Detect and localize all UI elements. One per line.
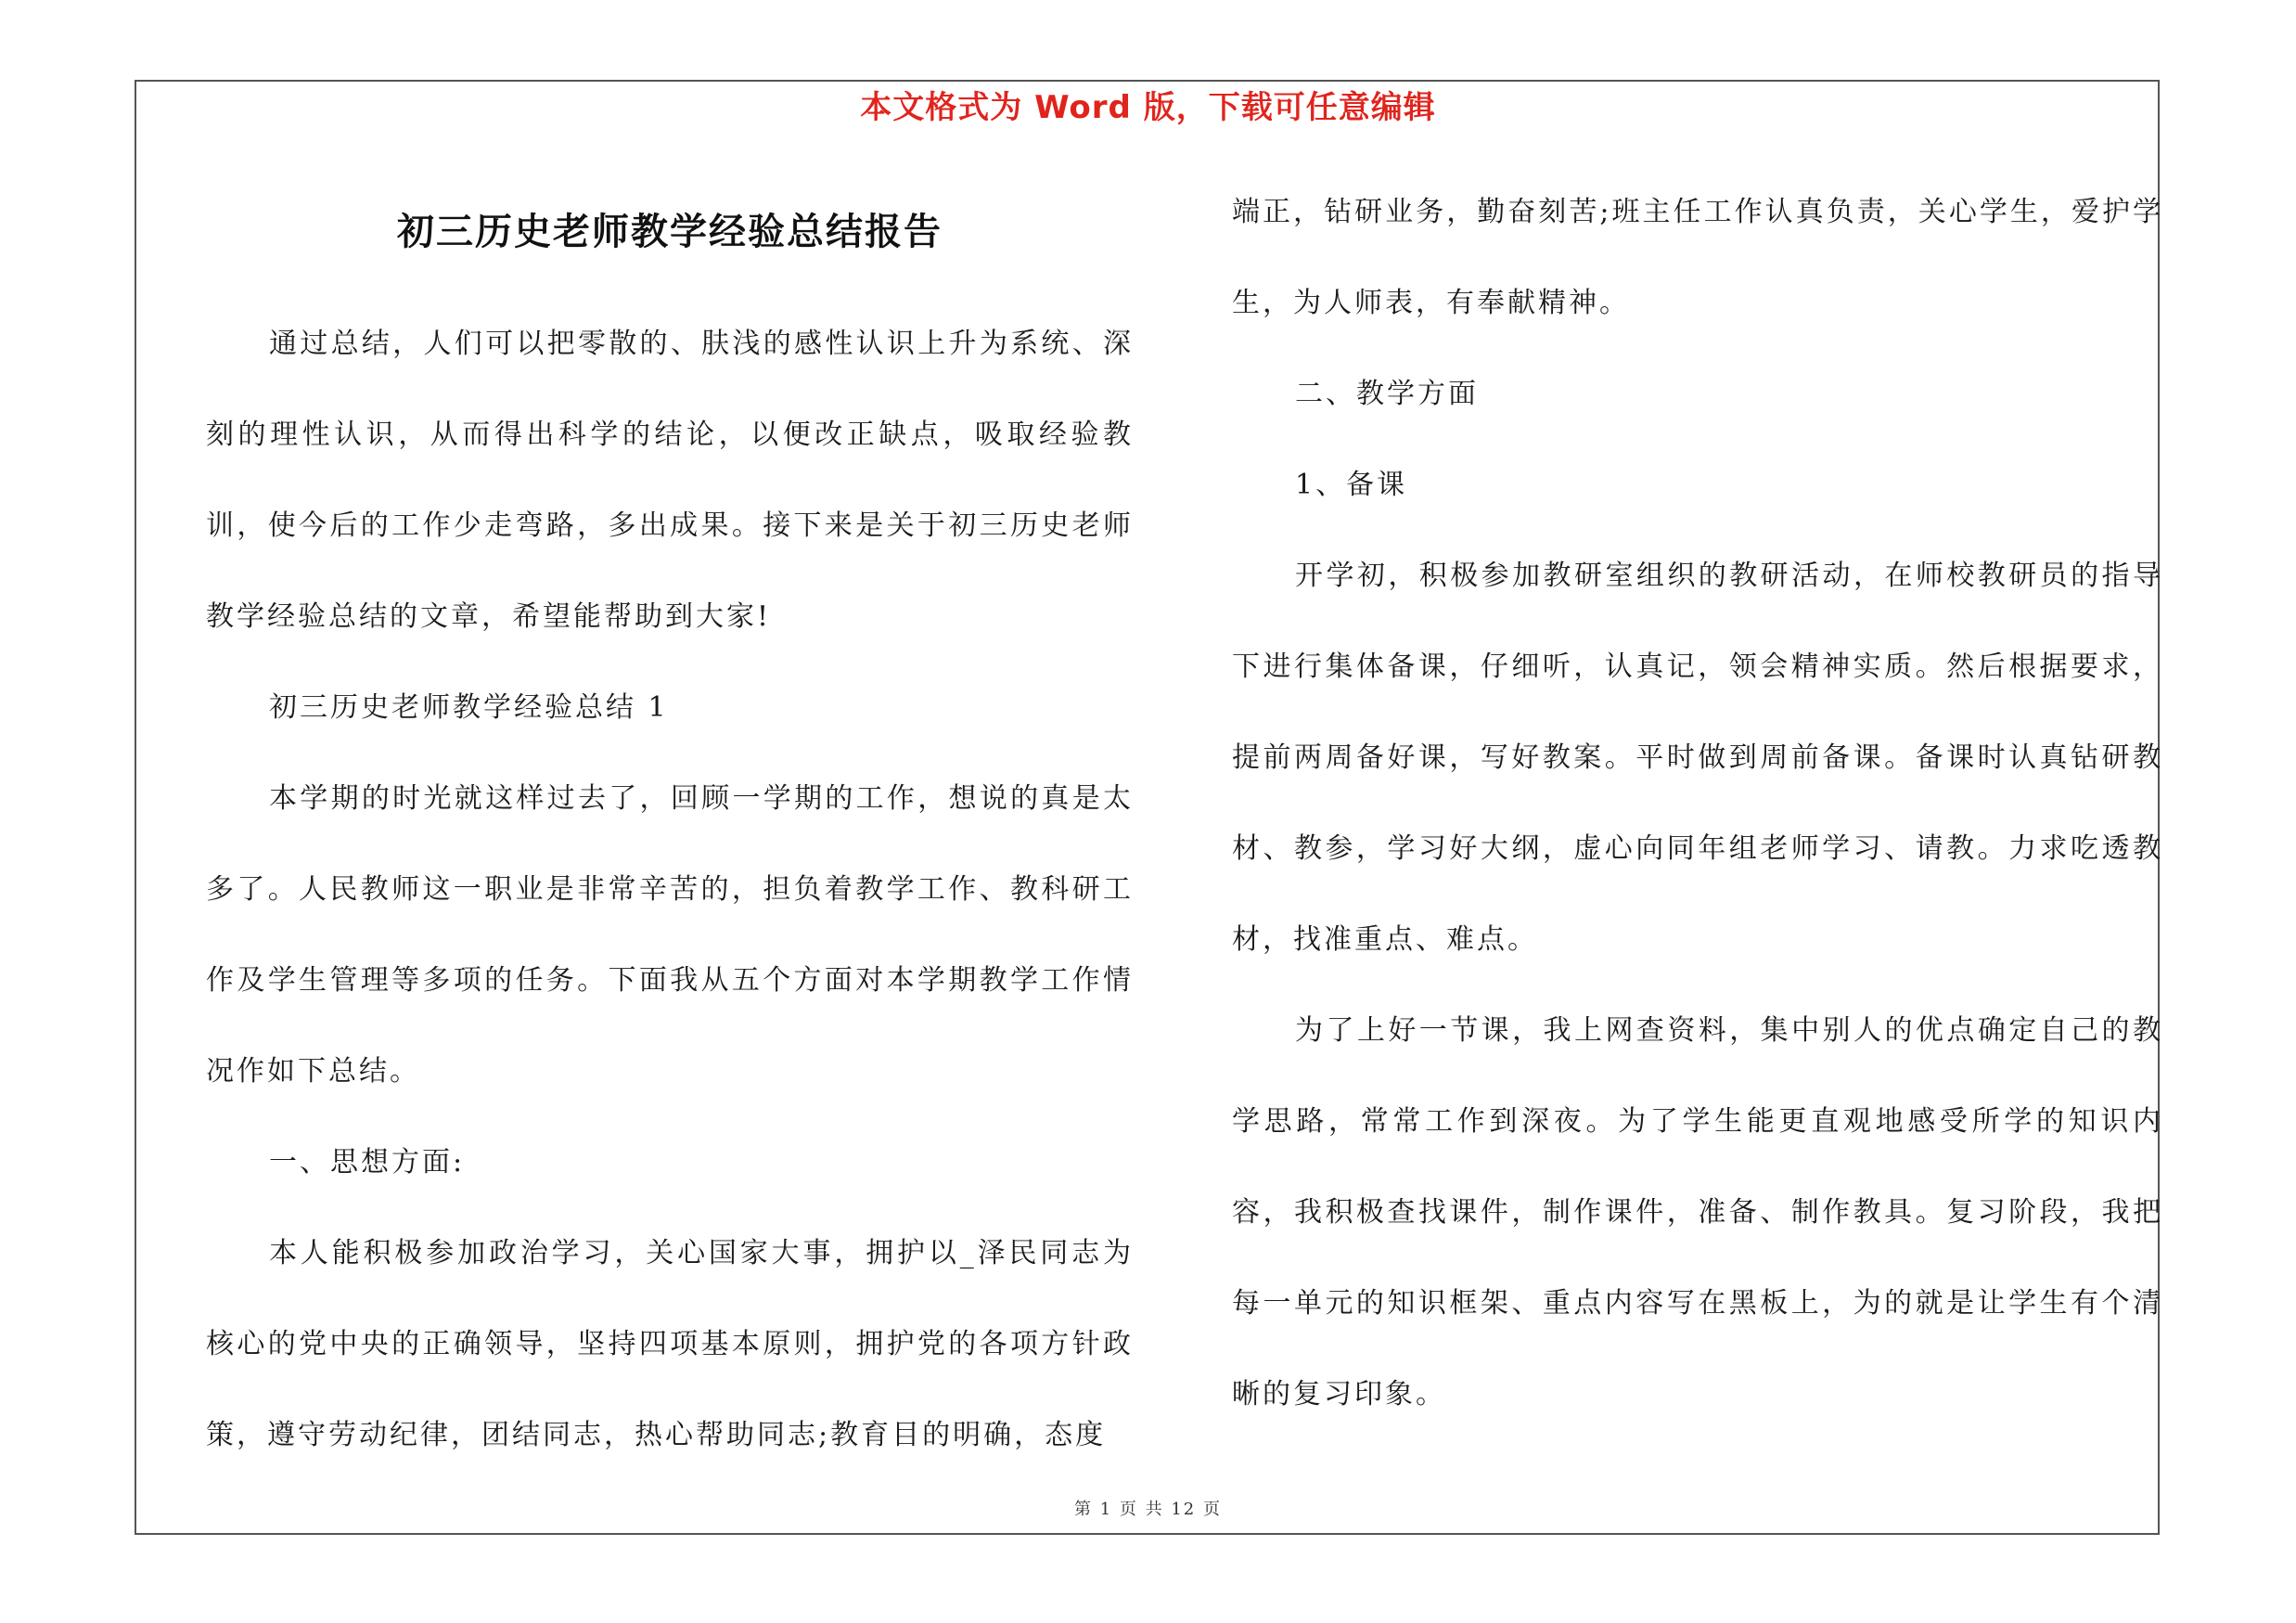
intro-paragraph: 通过总结，人们可以把零散的、肤浅的感性认识上升为系统、深刻的理性认识，从而得出科学的结论，以便改正缺点，吸取经验教训，使今后的工作少走弯路，多出成果。接下来是关于初三历史老师教学经验总结的文章，希望能帮助到大家!	[206, 328, 1134, 633]
overview-paragraph: 本学期的时光就这样过去了，回顾一学期的工作，想说的真是太多了。人民教师这一职业是非常辛苦的，担负着教学工作、教科研工作及学生管理等多项的任务。下面我从五个方面对本学期教学工作情况作如下总结。	[206, 782, 1134, 1088]
document-title: 初三历史老师教学经验总结报告	[397, 211, 943, 253]
subheading-lesson-prep: 1、备课	[1295, 469, 1408, 501]
ideology-paragraph: 本人能积极参加政治学习，关心国家大事，拥护以_泽民同志为核心的党中央的正确领导，坚持四项基本原则，拥护党的各项方针政策，遵守劳动纪律，团结同志，热心帮助同志;教育目的明确，态度	[206, 1237, 1134, 1451]
class-prep-paragraph: 为了上好一节课，我上网查资料，集中别人的优点确定自己的教学思路，常常工作到深夜。为了学生能更直观地感受所学的知识内容，我积极查找课件，制作课件，准备、制作教具。复习阶段，我把每一单元的知识框架、重点内容写在黑板上，为的就是让学生有个清晰的复习印象。	[1232, 1014, 2163, 1410]
section-heading-teaching: 二、教学方面	[1295, 378, 1479, 410]
left-column	[206, 299, 1134, 1481]
format-banner: 本文格式为 Word 版，下载可任意编辑	[860, 89, 1436, 126]
page-number-footer: 第 1 页 共 12 页	[1074, 1500, 1222, 1519]
continued-paragraph: 端正，钻研业务，勤奋刻苦;班主任工作认真负责，关心学生，爱护学生，为人师表，有奉献精神。	[1232, 196, 2163, 319]
right-column	[1232, 167, 2163, 1440]
section-heading-ideology: 一、思想方面:	[269, 1146, 466, 1179]
lesson-prep-paragraph: 开学初，积极参加教研室组织的教研活动，在师校教研员的指导下进行集体备课，仔细听，认真记，领会精神实质。然后根据要求，提前两周备好课，写好教案。平时做到周前备课。备课时认真钻研教材、教参，学习好大纲，虚心向同年组老师学习、请教。力求吃透教材，找准重点、难点。	[1232, 560, 2163, 956]
section-heading-summary-1: 初三历史老师教学经验总结 1	[269, 691, 669, 724]
